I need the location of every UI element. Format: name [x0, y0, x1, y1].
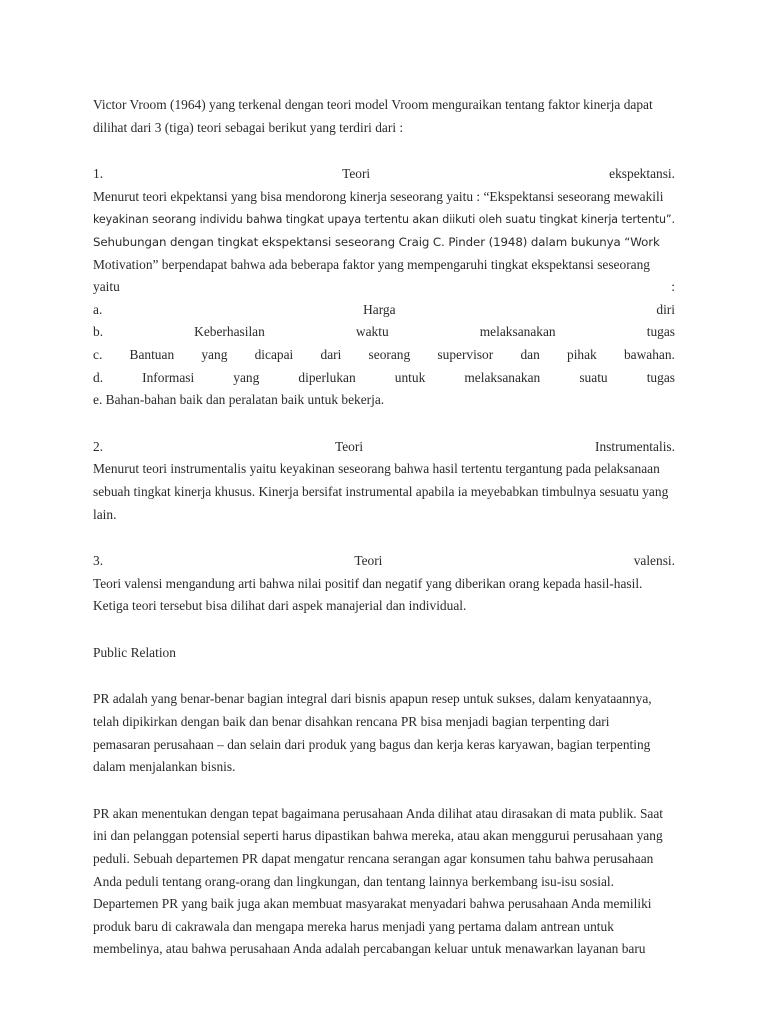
text-line: peduli. Sebuah departemen PR dapat mengatur rencana serangan agar konsumen tahu bahwa perusahaan	[93, 851, 654, 867]
text-line: Ketiga teori tersebut bisa dilihat dari aspek manajerial dan individual.	[93, 598, 467, 614]
list-item-c	[93, 344, 675, 367]
list-word: tugas	[646, 369, 675, 385]
text-line: sebuah tingkat kinerja khusus. Kinerja bersifat instrumental apabila ia meyebabkan timbulnya sesuatu yang	[93, 483, 669, 499]
text-line: PR adalah yang benar-benar bagian integral dari bisnis apapun resep untuk sukses, dalam kenyataannya,	[93, 691, 652, 707]
list-word: waktu	[355, 324, 389, 340]
list-word: untuk	[394, 369, 426, 385]
theory-1-section	[93, 163, 675, 412]
text-line: Anda peduli tentang orang-orang dan lingkungan, dan tentang lainnya berkembang isu-isu sosial.	[93, 873, 614, 889]
list-word: supervisor	[437, 346, 494, 362]
text-line: ini dan pelanggan potensial seperti harus dipastikan bahwa mereka, atau akan menggurui perusahaan yang	[93, 828, 663, 844]
theory-number: 3.	[93, 553, 104, 569]
theory-number: 1.	[93, 166, 104, 182]
text-line: Victor Vroom (1964) yang terkenal dengan teori model Vroom menguraikan tentang faktor kinerja dapat	[93, 97, 653, 112]
list-word: melaksanakan	[479, 324, 556, 340]
text-line: Motivation” berpendapat bahwa ada beberapa faktor yang mempengaruhi tingkat ekspektansi seseorang	[93, 256, 650, 272]
text-line: pemasaran perusahaan – dan selain dari produk yang bagus dan kerja keras karyawan, bagian terpenting	[93, 736, 651, 752]
list-word: dan	[520, 346, 540, 362]
text-word: :	[671, 279, 675, 295]
theory-2-section	[93, 436, 675, 526]
list-word: dicapai	[254, 346, 294, 362]
text-line: lain.	[93, 506, 117, 522]
list-word: dari	[320, 346, 342, 362]
text-line: produk baru di cakrawala dan mengapa mereka harus menjadi yang pertama dalam antrean untuk	[93, 918, 614, 934]
list-item-e: e. Bahan-bahan baik dan peralatan baik untuk bekerja.	[93, 392, 385, 408]
text-line: Menurut teori ekpektansi yang bisa mendorong kinerja seseorang yaitu : “Ekspektansi seseorang mewakili	[93, 188, 664, 204]
pr-paragraph-2	[93, 803, 675, 961]
list-word: Bantuan	[129, 346, 175, 362]
text-line: dilihat dari 3 (tiga) teori sebagai berikut yang terdiri dari :	[93, 119, 404, 135]
list-marker: a.	[93, 301, 103, 317]
text-line: Sehubungan dengan tingkat ekspektansi seseorang Craig C. Pinder (1948) dalam bukunya “Work	[93, 234, 660, 249]
list-word: suatu	[579, 369, 608, 385]
text-line: Teori valensi mengandung arti bahwa nilai positif dan negatif yang diberikan orang kepada hasil-hasil.	[93, 575, 643, 591]
list-item-b	[93, 321, 675, 344]
theory-1-heading	[93, 163, 675, 186]
text-line: keyakinan seorang individu bahwa tingkat upaya tertentu akan diikuti oleh suatu tingkat kinerja tertentu”.	[93, 212, 675, 227]
text-line: Menurut teori instrumentalis yaitu keyakinan seseorang bahwa hasil tertentu tergantung pada pelaksanaan	[93, 461, 660, 477]
list-word: diperlukan	[298, 369, 356, 385]
list-marker: c.	[93, 346, 103, 362]
list-word: yang	[201, 346, 228, 362]
theory-name: Instrumentalis.	[595, 438, 675, 454]
list-word: Harga	[363, 301, 396, 317]
theory-2-heading	[93, 436, 675, 459]
theory-name: ekspektansi.	[609, 166, 675, 182]
list-item-a	[93, 299, 675, 322]
document-body	[93, 94, 675, 961]
text-line: Departemen PR yang baik juga akan membuat masyarakat menyadari bahwa perusahaan Anda memiliki	[93, 896, 652, 912]
list-word: seorang	[368, 346, 411, 362]
pr-paragraph-1	[93, 688, 675, 778]
text-line: PR akan menentukan dengan tepat bagaimana perusahaan Anda dilihat atau dirasakan di mata publik. Saat	[93, 805, 664, 821]
list-word: Keberhasilan	[194, 324, 265, 340]
list-marker: d.	[93, 369, 104, 385]
list-word: melaksanakan	[464, 369, 541, 385]
text-line	[93, 276, 675, 299]
list-word: pihak	[567, 346, 597, 362]
theory-3-heading	[93, 550, 675, 573]
section-heading: Public Relation	[93, 644, 176, 660]
text-line: telah dipikirkan dengan baik dan benar disahkan rencana PR bisa menjadi bagian terpenting dari	[93, 714, 610, 730]
list-word: Informasi	[142, 369, 195, 385]
list-word: yang	[233, 369, 260, 385]
theory-name: valensi.	[633, 553, 675, 569]
list-word: tugas	[646, 324, 675, 340]
list-item-d	[93, 367, 675, 390]
theory-3-section	[93, 550, 675, 618]
text-word: yaitu	[93, 279, 120, 295]
list-word: bawahan.	[623, 346, 675, 362]
list-marker: b.	[93, 324, 104, 340]
list-word: diri	[656, 301, 675, 317]
text-line: dalam menjalankan bisnis.	[93, 759, 236, 775]
theory-word: Teori	[342, 166, 371, 182]
intro-paragraph	[93, 94, 675, 139]
theory-number: 2.	[93, 438, 104, 454]
text-line: membelinya, atau bahwa perusahaan Anda adalah percabangan keluar untuk menawarkan layanan baru	[93, 941, 646, 957]
theory-word: Teori	[335, 438, 364, 454]
theory-word: Teori	[354, 553, 383, 569]
